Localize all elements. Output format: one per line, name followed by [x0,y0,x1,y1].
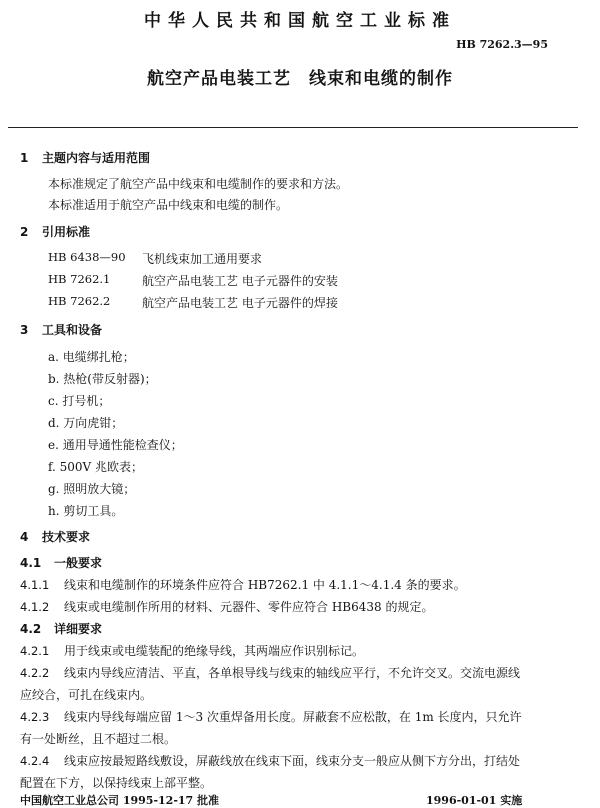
implementation-note: 1996-01-01 实施 [426,794,523,807]
clause-text: 线束或电缆制作所用的材料、元器件、零件应符合 HB6438 的规定。 [64,600,434,614]
clause-text: 线束内导线每端应留 1～3 次重焊备用长度。屏蔽套不应松散，在 1m 长度内，只允许 [64,710,522,724]
section-title: 引用标准 [42,225,91,239]
section-4-heading [20,528,90,545]
section-number: 1 [20,151,29,165]
tool-item: b. 热枪(带反射器)； [48,372,157,386]
section-number: 2 [20,225,29,239]
section-title: 主题内容与适用范围 [42,151,151,165]
subsection-title: 详细要求 [54,622,103,636]
section-1-paragraph-2: 本标准适用于航空产品中线束和电缆的制作。 [48,198,289,212]
subsection-title: 一般要求 [54,556,103,570]
subsection-number: 4.2 [20,622,42,636]
clause-number: 4.2.1 [20,644,50,658]
approval-note: 中国航空工业总公司 1995-12-17 批准 [20,794,220,807]
section-title: 技术要求 [42,530,91,544]
clause-4-1-1 [20,576,466,593]
tool-item: h. 剪切工具。 [48,504,124,518]
tool-item: g. 照明放大镜； [48,482,136,496]
standard-code: HB 7262.3—95 [456,38,548,51]
clause-number: 4.2.2 [20,666,50,680]
clause-text: 用于线束或电缆装配的绝缘导线，其两端应作识别标记。 [64,644,365,658]
section-2-heading [20,223,90,240]
tool-item: c. 打号机； [48,394,111,408]
section-title: 工具和设备 [42,323,103,337]
title-divider [8,127,578,128]
clause-4-2-1 [20,642,364,659]
clause-text: 线束内导线应清洁、平直，各单根导线与线束的轴线应平行，不允许交叉。交流电源线 [64,666,521,680]
clause-4-2-4 [20,752,520,769]
clause-4-2-3 [20,708,522,725]
clause-text: 线束和电缆制作的环境条件应符合 HB7262.1 中 4.1.1～4.1.4 条的要求。 [64,578,466,592]
section-3-heading [20,321,102,338]
clause-4-1-2 [20,598,433,615]
ref-1-code: HB 6438—90 [48,250,126,264]
clause-4-2-3-continuation: 有一处断丝，且不超过二根。 [20,732,177,746]
clause-4-2-2-continuation: 应绞合，可扎在线束内。 [20,688,153,702]
tool-item: e. 通用导通性能检查仪； [48,438,183,452]
subsection-number: 4.1 [20,556,42,570]
ref-3-code: HB 7262.2 [48,294,111,308]
ref-2-code: HB 7262.1 [48,272,111,286]
clause-4-2-2 [20,664,520,681]
tool-item: f. 500V 兆欧表； [48,460,144,474]
standard-title: 中华人民共和国航空工业标准 [144,11,456,31]
tool-item: d. 万向虎钳； [48,416,124,430]
clause-text: 线束应按最短路线敷设，屏蔽线放在线束下面，线束分支一般应从侧下方分出，打结处 [64,754,521,768]
clause-number: 4.2.3 [20,710,50,724]
subsection-4-1-heading [20,554,102,571]
clause-number: 4.2.4 [20,754,50,768]
subsection-4-2-heading [20,620,102,637]
section-1-paragraph-1: 本标准规定了航空产品中线束和电缆制作的要求和方法。 [48,177,349,191]
section-1-heading [20,149,150,166]
ref-2-title: 航空产品电装工艺 电子元器件的安装 [142,274,338,288]
clause-4-2-4-continuation: 配置在下方，以保持线束上部平整。 [20,776,213,790]
document-title: 航空产品电装工艺 线束和电缆的制作 [147,69,453,89]
ref-1-title: 飞机线束加工通用要求 [142,252,263,266]
section-number: 3 [20,323,29,337]
ref-3-title: 航空产品电装工艺 电子元器件的焊接 [142,296,338,310]
section-number: 4 [20,530,29,544]
clause-number: 4.1.1 [20,578,50,592]
clause-number: 4.1.2 [20,600,50,614]
tool-item: a. 电缆绑扎枪； [48,350,135,364]
